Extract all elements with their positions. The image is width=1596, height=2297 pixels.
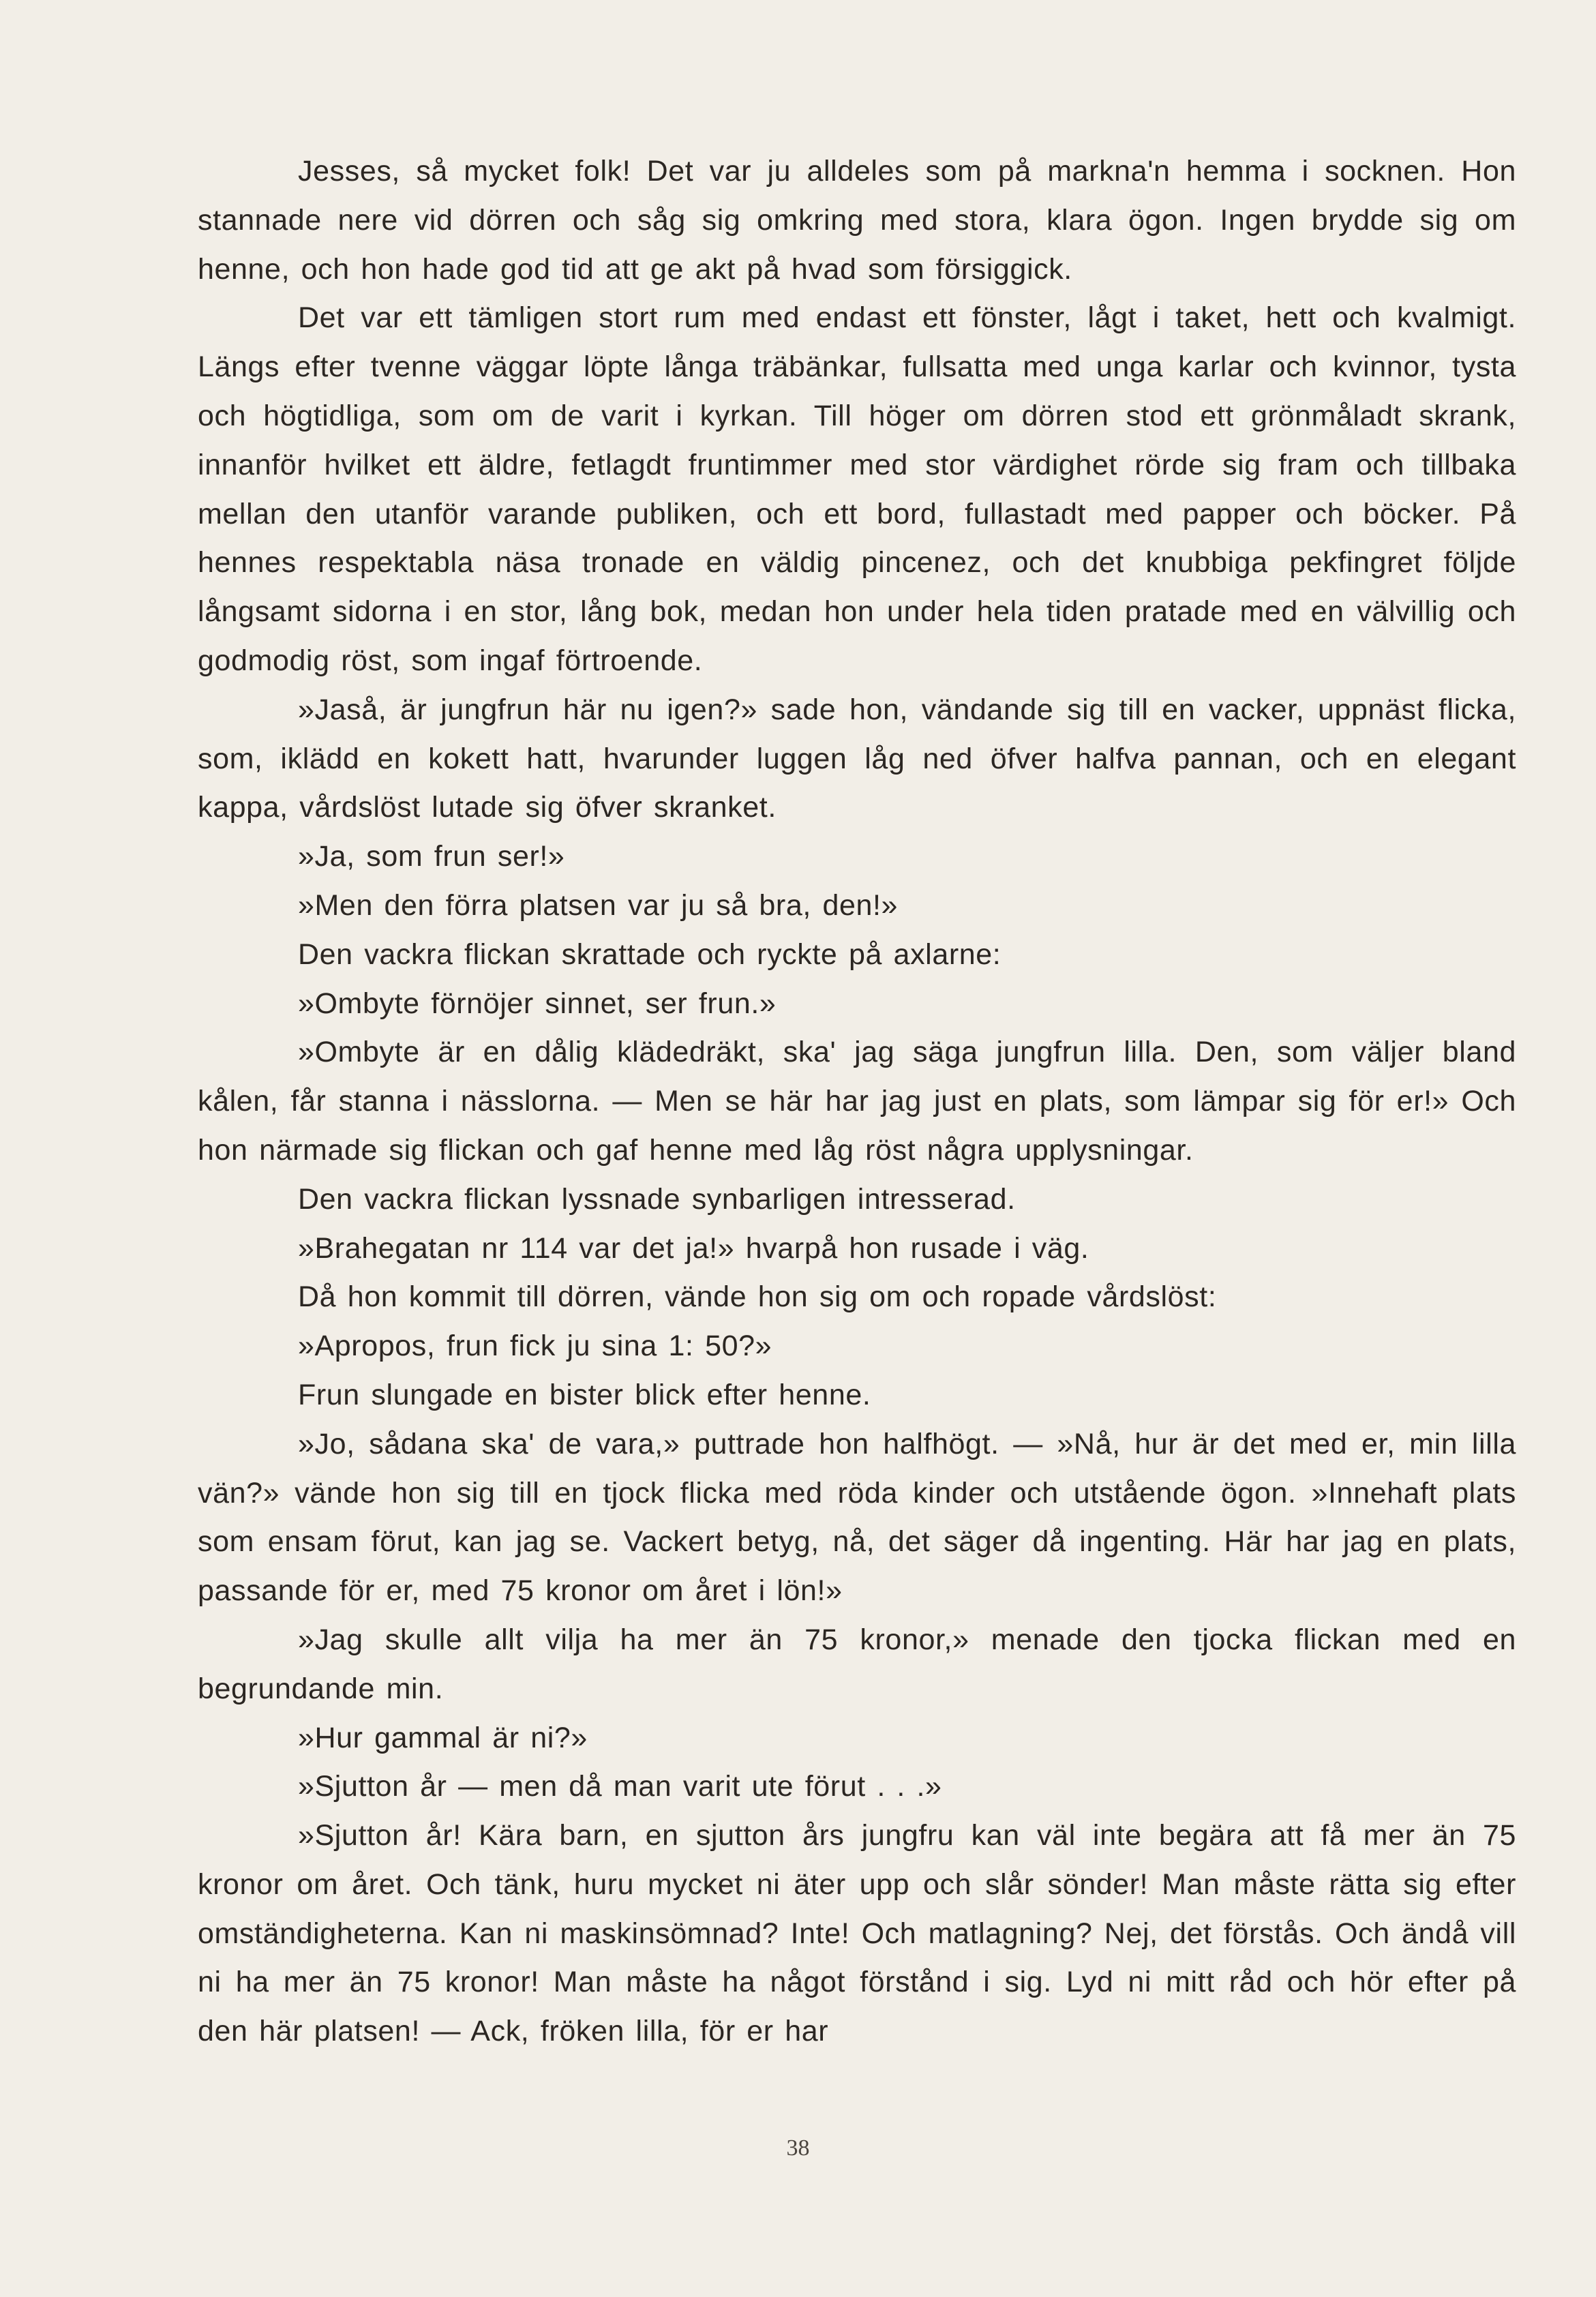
paragraph: »Ja, som frun ser!» bbox=[298, 840, 565, 873]
paragraph: »Apropos, frun fick ju sina 1: 50?» bbox=[298, 1330, 772, 1363]
paragraph: »Sjutton år! Kära barn, en sjutton års jungfru kan väl inte begära att få mer än 75 kronor om året. Och tänk, huru mycket ni äter upp och slår sönder! Man måste rätta sig efter omständigheterna. Kan ni maskinsömnad? Inte! Och matlagning? Nej, det förstås. Och ändå vill ni ha mer än 75 kronor! Man måste ha något förstånd i sig. Lyd ni mitt råd och hör efter på den här platsen! — Ack, fröken lilla, för er har bbox=[198, 1819, 1516, 2048]
body-text bbox=[198, 147, 1516, 2056]
paragraph: »Jaså, är jungfrun här nu igen?» sade hon, vändande sig till en vacker, uppnäst flicka, som, iklädd en kokett hatt, hvarunder luggen låg ned öfver halfva pannan, och en elegant kappa, vårdslöst lutade sig öfver skranket. bbox=[198, 693, 1516, 824]
paragraph: »Hur gammal är ni?» bbox=[298, 1721, 588, 1754]
paragraph: »Ombyte är en dålig klädedräkt, ska' jag säga jungfrun lilla. Den, som väljer bland kålen, får stanna i nässlorna. — Men se här har jag just en plats, som lämpar sig för er!» Och hon närmade sig flickan och gaf henne med låg röst några upplysningar. bbox=[198, 1036, 1516, 1167]
page-number: 38 bbox=[786, 2135, 810, 2161]
paragraph: Det var ett tämligen stort rum med endast ett fönster, lågt i taket, hett och kvalmigt. Längs efter tvenne väggar löpte långa träbänkar, fullsatta med unga karlar och kvinnor, tysta och högtidliga, som om de varit i kyrkan. Till höger om dörren stod ett grönmåladt skrank, innanför hvilket ett äldre, fetlagdt fruntimmer med stor värdighet rörde sig fram och tillbaka mellan den utanför varande publiken, och ett bord, fullastadt med papper och böcker. På hennes respektabla näsa tronade en väldig pincenez, och det knubbiga pekfingret följde långsamt sidorna i en stor, lång bok, medan hon under hela tiden pratade med en välvillig och godmodig röst, som ingaf förtroende. bbox=[198, 301, 1516, 677]
paragraph: »Brahegatan nr 114 var det ja!» hvarpå hon rusade i väg. bbox=[298, 1231, 1089, 1265]
paragraph: Då hon kommit till dörren, vände hon sig om och ropade vårdslöst: bbox=[298, 1280, 1217, 1314]
paragraph: Den vackra flickan lyssnade synbarligen intresserad. bbox=[298, 1182, 1016, 1216]
paragraph: »Ombyte förnöjer sinnet, ser frun.» bbox=[298, 987, 777, 1020]
paragraph: Frun slungade en bister blick efter henne. bbox=[298, 1378, 871, 1411]
paragraph: »Jag skulle allt vilja ha mer än 75 kronor,» menade den tjocka flickan med en begrundande min. bbox=[198, 1623, 1516, 1705]
paragraph: »Jo, sådana ska' de vara,» puttrade hon halfhögt. — »Nå, hur är det med er, min lilla vän?» vände hon sig till en tjock flicka med röda kinder och utstående ögon. »Innehaft plats som ensam förut, kan jag se. Vackert betyg, nå, det säger då ingenting. Här har jag en plats, passande för er, med 75 kronor om året i lön!» bbox=[198, 1427, 1516, 1608]
paragraph: »Men den förra platsen var ju så bra, den!» bbox=[298, 888, 899, 922]
paragraph: »Sjutton år — men då man varit ute förut . . .» bbox=[298, 1770, 942, 1803]
paragraph: Jesses, så mycket folk! Det var ju alldeles som på markna'n hemma i socknen. Hon stannade nere vid dörren och såg sig omkring med stora, klara ögon. Ingen brydde sig om henne, och hon hade god tid att ge akt på hvad som försiggick. bbox=[198, 155, 1516, 286]
paragraph: Den vackra flickan skrattade och ryckte på axlarne: bbox=[298, 937, 1002, 971]
